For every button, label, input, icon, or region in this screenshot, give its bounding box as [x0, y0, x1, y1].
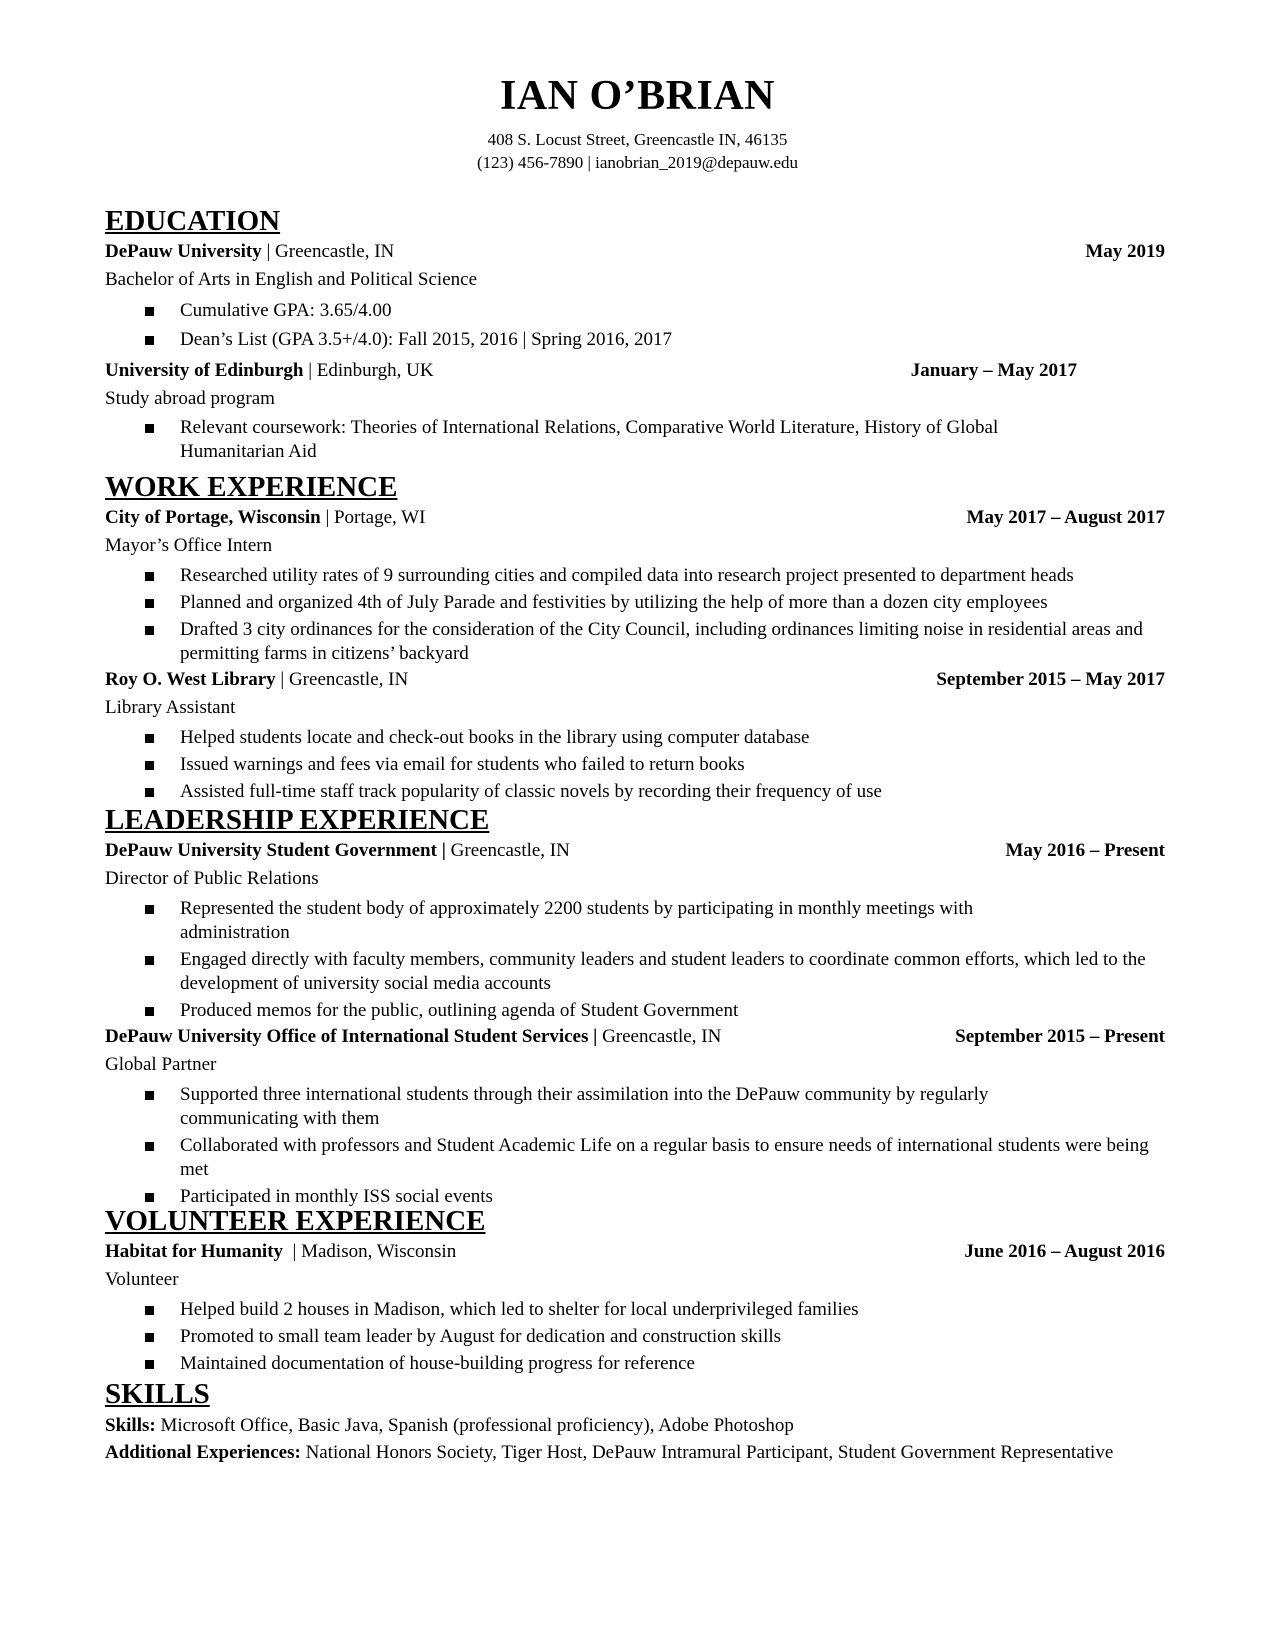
leadership-section	[105, 803, 1165, 1209]
skills-text: Microsoft Office, Basic Java, Spanish (professional proficiency), Adobe Photoshop	[155, 1415, 794, 1436]
entry-role: Volunteer	[105, 1269, 179, 1290]
section-title-work: WORK EXPERIENCE	[105, 471, 398, 503]
bullet-list	[105, 897, 1165, 1023]
bullet-list	[105, 564, 1165, 666]
additional-experiences-text: National Honors Society, Tiger Host, DePauw Intramural Participant, Student Government Representative	[300, 1442, 1114, 1463]
resume-name: IAN O’BRIAN	[499, 73, 775, 119]
bullet-list	[105, 726, 1165, 804]
entry-location: Greencastle, IN	[445, 840, 570, 861]
contact-phone-email: (123) 456-7890 | ianobrian_2019@depauw.edu	[476, 153, 799, 172]
bullet-item: Participated in monthly ISS social events	[105, 1185, 1165, 1209]
skills-line	[105, 1414, 1165, 1438]
entry-role: Study abroad program	[105, 388, 275, 409]
section-title-volunteer: VOLUNTEER EXPERIENCE	[105, 1205, 486, 1237]
entry-date: January – May 2017	[910, 360, 1077, 381]
entry-location: Greencastle, IN	[597, 1026, 722, 1047]
entry-role: Library Assistant	[105, 697, 236, 718]
entry-date: June 2016 – August 2016	[964, 1241, 1165, 1262]
entry-location: | Portage, WI	[320, 507, 426, 528]
bullet-item: Issued warnings and fees via email for students who failed to return books	[105, 753, 1165, 777]
entry-organization: City of Portage, Wisconsin	[105, 507, 321, 528]
bullet-item: Assisted full-time staff track popularity of classic novels by recording their frequency of use	[105, 780, 1165, 804]
bullet-item: Supported three international students through their assimilation into the DePauw community by regularly communicating with them	[105, 1083, 1165, 1131]
entry-role: Bachelor of Arts in English and Political Science	[105, 269, 478, 290]
entry-location: | Greencastle, IN	[275, 669, 409, 690]
bullet-item: Planned and organized 4th of July Parade and festivities by utilizing the help of more than a dozen city employees	[105, 591, 1165, 615]
additional-experiences-line	[105, 1441, 1165, 1465]
skills-section	[105, 1377, 1165, 1465]
section-title-skills: SKILLS	[105, 1378, 210, 1410]
entry-location: | Edinburgh, UK	[303, 360, 434, 381]
entry-header	[105, 1238, 1165, 1266]
entry-date: September 2015 – May 2017	[936, 669, 1165, 690]
entry-date: May 2019	[1085, 241, 1165, 262]
entry-role: Director of Public Relations	[105, 868, 319, 889]
section-title-leadership: LEADERSHIP EXPERIENCE	[105, 804, 490, 836]
bullet-list	[105, 1083, 1165, 1209]
bullet-item: Engaged directly with faculty members, community leaders and student leaders to coordinate common efforts, which led to the development of university social media accounts	[105, 948, 1165, 996]
entry-date: September 2015 – Present	[955, 1026, 1165, 1047]
entry-location: | Greencastle, IN	[261, 241, 395, 262]
entry-header	[105, 837, 1165, 865]
entry-date: May 2016 – Present	[1005, 840, 1165, 861]
bullet-item: Represented the student body of approximately 2200 students by participating in monthly meetings with administration	[105, 897, 1165, 945]
entry-organization: DePauw University Office of International Student Services |	[105, 1026, 598, 1047]
entry-role: Global Partner	[105, 1054, 217, 1075]
contact-address: 408 S. Locust Street, Greencastle IN, 46135	[487, 130, 788, 149]
entry-organization: Roy O. West Library	[105, 669, 276, 690]
entry-date: May 2017 – August 2017	[966, 507, 1165, 528]
bullet-item: Researched utility rates of 9 surrounding cities and compiled data into research project presented to department heads	[105, 564, 1165, 588]
entry-role: Mayor’s Office Intern	[105, 535, 273, 556]
entry-header	[105, 238, 1165, 266]
bullet-list	[105, 299, 1165, 352]
entry-organization: Habitat for Humanity	[105, 1241, 284, 1262]
bullet-item: Dean’s List (GPA 3.5+/4.0): Fall 2015, 2016 | Spring 2016, 2017	[105, 328, 1165, 352]
bullet-item: Helped build 2 houses in Madison, which led to shelter for local underprivileged families	[105, 1298, 1165, 1322]
additional-experiences-label: Additional Experiences:	[105, 1442, 301, 1463]
bullet-list	[105, 416, 1165, 464]
bullet-item: Helped students locate and check-out books in the library using computer database	[105, 726, 1165, 750]
bullet-item: Relevant coursework: Theories of International Relations, Comparative World Literature, History of Global Humanitarian Aid	[105, 416, 1165, 464]
bullet-list	[105, 1298, 1165, 1376]
bullet-item: Cumulative GPA: 3.65/4.00	[105, 299, 1165, 323]
entry-header	[105, 504, 1165, 532]
entry-organization: DePauw University Student Government |	[105, 840, 446, 861]
bullet-item: Collaborated with professors and Student Academic Life on a regular basis to ensure needs of international students were being met	[105, 1134, 1165, 1182]
entry-header	[105, 666, 1165, 694]
bullet-item: Promoted to small team leader by August for dedication and construction skills	[105, 1325, 1165, 1349]
section-title-education: EDUCATION	[105, 205, 281, 237]
skills-label: Skills:	[105, 1415, 156, 1436]
entry-organization: University of Edinburgh	[105, 360, 304, 381]
bullet-item: Produced memos for the public, outlining agenda of Student Government	[105, 999, 1165, 1023]
bullet-item: Drafted 3 city ordinances for the consideration of the City Council, including ordinances limiting noise in residential areas and permitting farms in citizens’ backyard	[105, 618, 1165, 666]
education-section	[105, 204, 1165, 464]
bullet-item: Maintained documentation of house-building progress for reference	[105, 1352, 1165, 1376]
work-section	[105, 470, 1165, 804]
entry-location: | Madison, Wisconsin	[283, 1241, 457, 1262]
entry-header	[105, 1023, 1165, 1051]
volunteer-section	[105, 1204, 1165, 1376]
entry-header	[105, 357, 1165, 385]
entry-organization: DePauw University	[105, 241, 262, 262]
